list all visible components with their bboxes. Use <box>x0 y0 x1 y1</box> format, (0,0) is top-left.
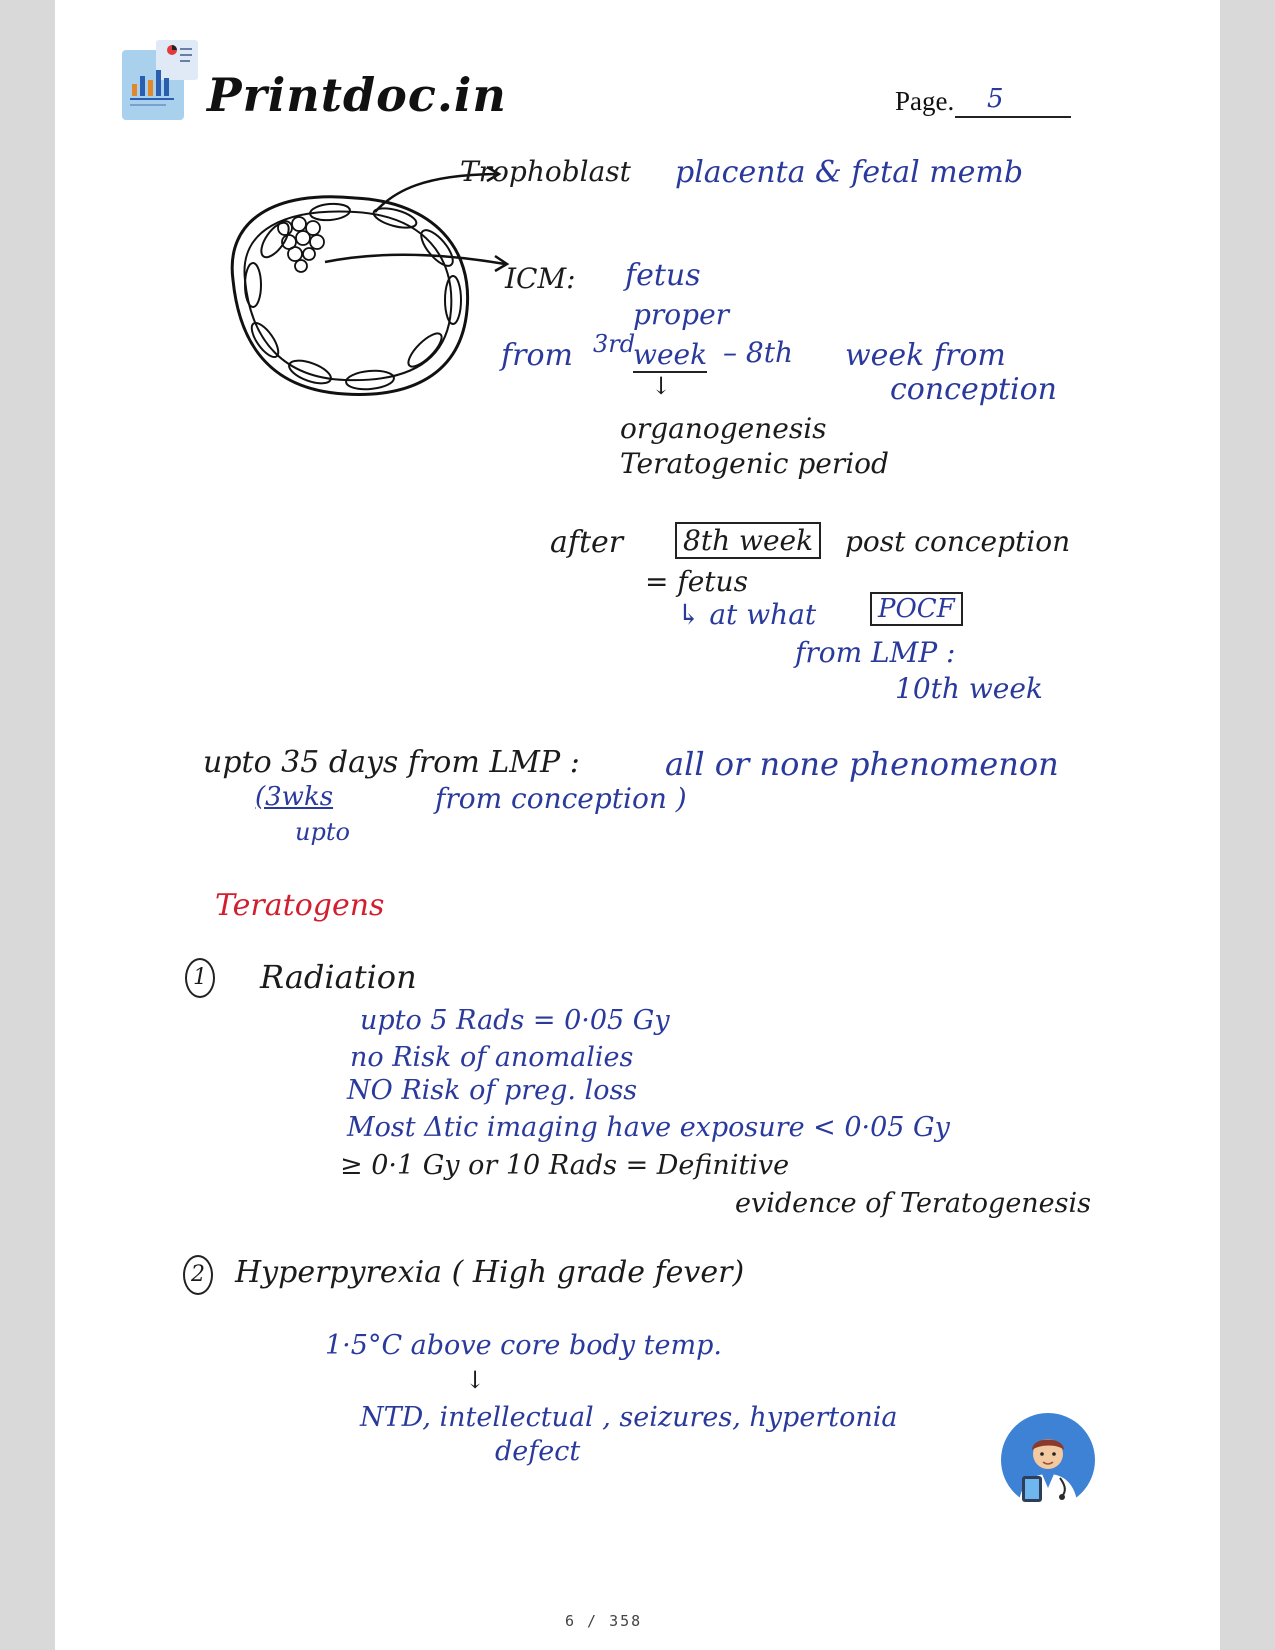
post-conception-text: post conception <box>845 525 1071 558</box>
at-what-text: ↳ at what <box>677 598 817 631</box>
doctor-mascot-icon <box>1000 1412 1096 1508</box>
icm-label: ICM: <box>505 262 576 295</box>
radiation-number: 1 <box>185 958 215 998</box>
trophoblast-note: placenta & fetal memb <box>675 155 1024 190</box>
teratogenic-period-text: Teratogenic period <box>620 447 889 480</box>
page-label: Page. <box>895 86 955 116</box>
page-underline <box>955 116 1071 118</box>
hyperpyrexia-temp: 1·5°C above core body temp. <box>325 1330 722 1361</box>
icm-week: week <box>633 338 708 371</box>
all-or-none-text: all or none phenomenon <box>665 745 1059 783</box>
hyperpyrexia-defect: defect <box>495 1436 581 1467</box>
radiation-line-1: upto 5 Rads = 0·05 Gy <box>360 1005 670 1036</box>
radiation-line-2: no Risk of anomalies <box>350 1042 634 1073</box>
teratogens-heading: Teratogens <box>215 888 385 923</box>
upto-text: upto <box>295 818 350 846</box>
logo-text: Printdoc.in <box>207 68 507 122</box>
icm-third: 3rd <box>593 330 636 358</box>
tenth-week-text: 10th week <box>895 672 1043 705</box>
icm-conception: conception <box>890 372 1057 407</box>
three-weeks-text: (3wks <box>255 782 334 812</box>
icm-fate-fetus: fetus <box>625 258 701 293</box>
eighth-week-box: 8th week <box>675 522 821 559</box>
radiation-line-3: NO Risk of preg. loss <box>347 1075 638 1106</box>
pocf-box: POCF <box>870 592 963 626</box>
logo-chart-icon <box>120 40 200 122</box>
radiation-line-4: Most Δtic imaging have exposure < 0·05 Gy <box>347 1112 950 1143</box>
icm-eighth: – 8th <box>723 336 793 369</box>
icm-down-arrow: ↓ <box>651 372 672 400</box>
hyperpyrexia-title: Hyperpyrexia ( High grade fever) <box>235 1255 745 1290</box>
hyperpyrexia-number: 2 <box>183 1255 213 1295</box>
icm-from: from <box>501 338 573 373</box>
icm-fate-proper: proper <box>633 298 730 331</box>
radiation-line-5: ≥ 0·1 Gy or 10 Rads = Definitive <box>340 1150 790 1181</box>
page-counter: 6 / 358 <box>565 1612 643 1630</box>
hyperpyrexia-effects: NTD, intellectual , seizures, hypertonia <box>360 1402 898 1433</box>
radiation-line-6: evidence of Teratogenesis <box>735 1188 1092 1219</box>
radiation-title: Radiation <box>260 958 417 996</box>
document-page <box>55 0 1220 1650</box>
from-lmp-text: from LMP : <box>795 636 956 669</box>
eq-fetus-text: = fetus <box>645 565 748 598</box>
icm-week-from: week from <box>845 338 1006 373</box>
organogenesis-text: organogenesis <box>620 412 827 445</box>
upto-35-days-text: upto 35 days from LMP : <box>203 745 580 780</box>
after-text: after <box>550 525 624 560</box>
trophoblast-label: Trophoblast <box>460 155 631 188</box>
hyperpyrexia-arrow: ↓ <box>465 1366 486 1394</box>
from-conception-text: from conception ) <box>435 782 687 815</box>
page-number: 5 <box>987 84 1004 114</box>
